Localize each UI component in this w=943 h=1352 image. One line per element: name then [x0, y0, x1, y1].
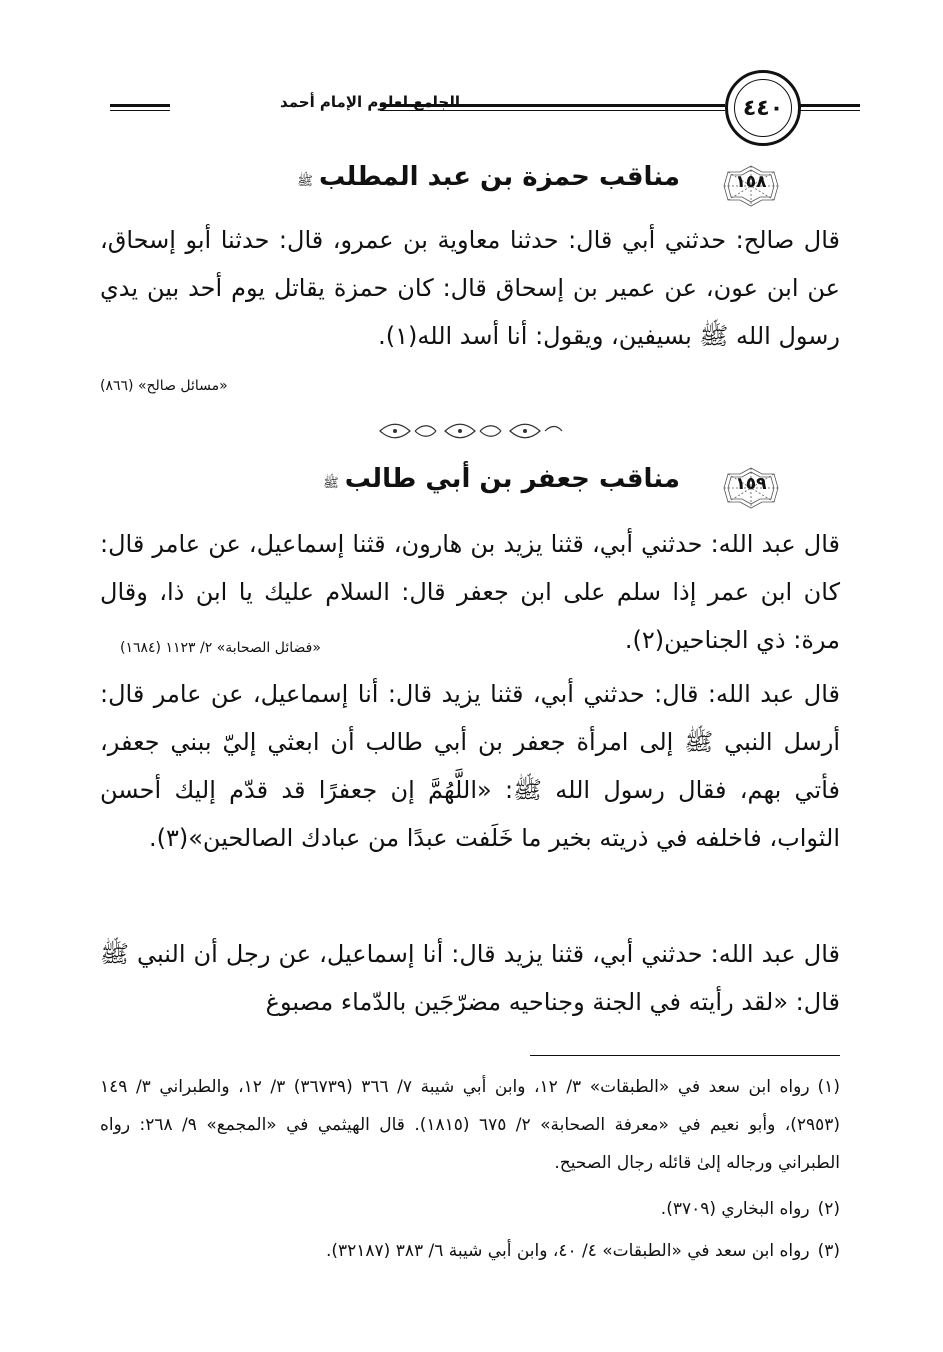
footnote-1: [100, 1068, 840, 1182]
footnote-number: (١): [817, 1077, 840, 1097]
paragraph-158-1: قال صالح: حدثني أبي قال: حدثنا معاوية بن عمرو، قال: حدثنا أبو إسحاق، عن ابن عون، عن عمير بن إسحاق قال: كان حمزة يقاتل يوم أحد بين يدي رسول الله ﷺ بسيفين، ويقول: أنا أسد الله(١).: [100, 226, 840, 350]
source-reference-158: «مسائل صالح» (٨٦٦): [100, 378, 228, 394]
footnote-3: [100, 1232, 840, 1270]
footnote-text: رواه ابن سعد في «الطبقات» ٣/ ١٢، وابن أبي شيبة ٧/ ٣٦٦ (٣٦٧٣٩) ٣/ ١٢، والطبراني ٣/ ١٤٩ (٢٩٥٣)، وأبو نعيم في «معرفة الصحابة» ٢/ ٦٧٥ (١٨١٥). قال الهيثمي في «المجمع» ٩/ ٢٦٨: رواه الطبراني ورجاله إلىٰ قائله رجال الصحيح.: [100, 1077, 840, 1173]
page-header: [100, 70, 860, 150]
section-divider-ornament-icon: [370, 420, 570, 442]
section-number-badge: [722, 466, 780, 510]
footnote-2: [100, 1190, 840, 1228]
page-number-badge: [725, 70, 801, 146]
page-number: ٤٤٠: [734, 79, 792, 137]
source-reference-159: «فضائل الصحابة» ٢/ ١١٢٣ (١٦٨٤): [120, 640, 321, 656]
section-heading-158: [100, 160, 840, 210]
section-number-badge: [722, 164, 780, 208]
header-rule-left: [110, 104, 170, 107]
footnote-text: رواه البخاري (٣٧٠٩).: [660, 1199, 810, 1219]
section-number: ١٥٨: [735, 172, 767, 192]
footnote-separator: [530, 1055, 840, 1056]
running-title: الجامع لعلوم الإمام أحمد: [280, 93, 460, 111]
section-title: [323, 464, 680, 494]
section-title: [297, 162, 680, 192]
section-number: ١٥٩: [735, 474, 767, 494]
footnote-number: (٣): [817, 1241, 840, 1261]
paragraph-159-3: قال عبد الله: حدثني أبي، قثنا يزيد قال: أنا إسماعيل، عن رجل أن النبي ﷺ قال: «لقد رأيته في الجنة وجناحيه مضرّجَين بالدّماء مصبوغ: [100, 940, 840, 1016]
header-rule-right: [795, 104, 860, 107]
paragraph-159-2: قال عبد الله: قال: حدثني أبي، قثنا يزيد قال: أنا إسماعيل، عن عامر قال: أرسل النبي ﷺ إلى امرأة جعفر بن أبي طالب أن ابعثي إليّ ببني جعفر، فأتي بهم، فقال رسول الله ﷺ: «اللَّهُمَّ إن جعفرًا قد قدّم إليك أحسن الثواب، فاخلفه في ذريته بخير ما خَلَفت عبدًا من عبادك الصالحين»(٣).: [100, 680, 840, 852]
section-title-text: مناقب جعفر بن أبي طالب: [344, 464, 680, 494]
header-rule-left-thin: [110, 110, 170, 111]
footnote-number: (٢): [817, 1199, 840, 1219]
footnote-text: رواه ابن سعد في «الطبقات» ٤/ ٤٠، وابن أبي شيبة ٦/ ٣٨٣ (٣٢١٨٧).: [325, 1241, 810, 1261]
section-title-text: مناقب حمزة بن عبد المطلب: [318, 162, 680, 192]
honorific-mark: ﷺ: [297, 174, 313, 189]
header-rule-right-thin: [795, 110, 860, 111]
honorific-mark: ﷺ: [323, 476, 339, 491]
section-heading-159: [100, 462, 840, 512]
paragraph-159-1: قال عبد الله: حدثني أبي، قثنا يزيد بن هارون، قثنا إسماعيل، عن عامر قال: كان ابن عمر إذا سلم على ابن جعفر قال: السلام عليك يا ابن ذا، وقال مرة: ذي الجناحين(٢).: [100, 530, 840, 654]
